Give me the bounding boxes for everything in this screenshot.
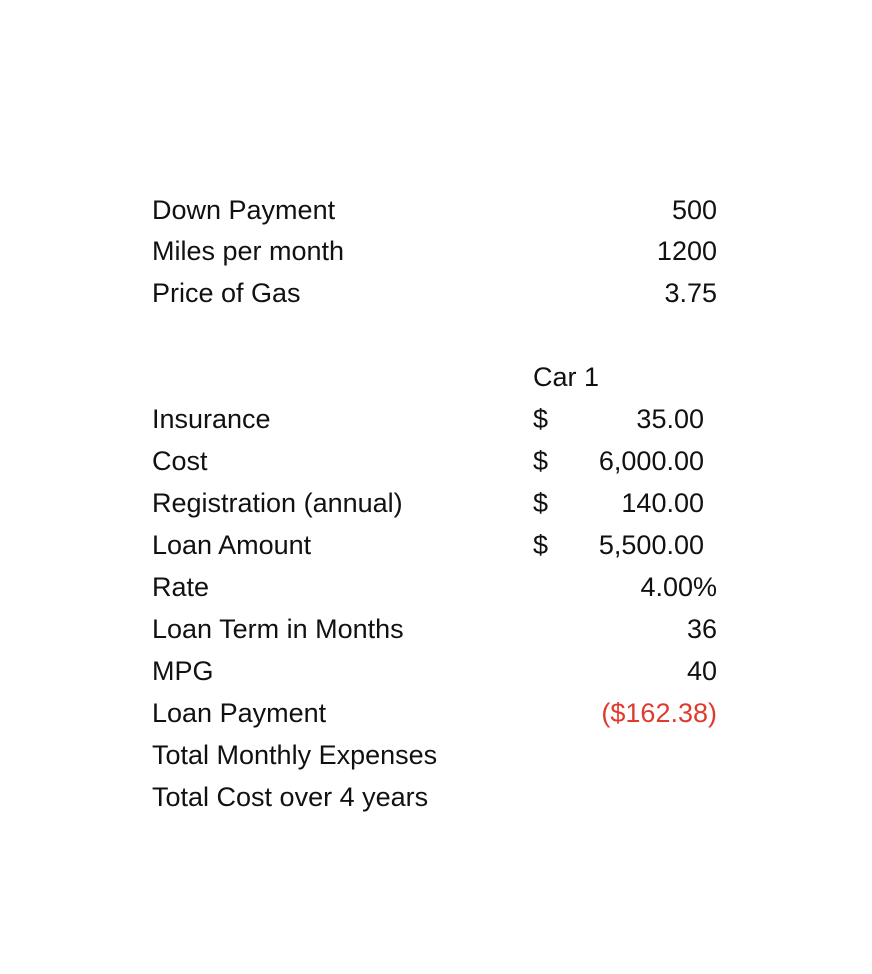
- row-loan-amount: [152, 524, 717, 566]
- miles-per-month-label: Miles per month: [152, 236, 345, 266]
- insurance-label: Insurance: [152, 404, 271, 434]
- insurance-value[interactable]: 35.00: [636, 404, 704, 434]
- car-1-header: Car 1: [533, 362, 600, 392]
- price-of-gas-label: Price of Gas: [152, 278, 301, 308]
- row-cost: [152, 440, 717, 482]
- loan-amount-currency: $: [533, 530, 549, 560]
- loan-term-value[interactable]: 36: [686, 614, 717, 644]
- row-loan-term: [152, 608, 717, 650]
- insurance-currency: $: [533, 404, 549, 434]
- total-cost-label: Total Cost over 4 years: [152, 782, 429, 812]
- rate-label: Rate: [152, 572, 210, 602]
- miles-per-month-value[interactable]: 1200: [656, 236, 717, 266]
- total-monthly-label: Total Monthly Expenses: [152, 740, 438, 770]
- loan-payment-label: Loan Payment: [152, 698, 327, 728]
- cost-currency: $: [533, 446, 549, 476]
- registration-label: Registration (annual): [152, 488, 403, 518]
- loan-term-label: Loan Term in Months: [152, 614, 404, 644]
- registration-currency: $: [533, 488, 549, 518]
- row-insurance: [152, 398, 717, 440]
- loan-amount-value[interactable]: 5,500.00: [598, 530, 704, 560]
- row-miles-per-month: [152, 230, 717, 272]
- row-rate: [152, 566, 717, 608]
- cost-label: Cost: [152, 446, 208, 476]
- down-payment-value[interactable]: 500: [671, 195, 717, 225]
- row-mpg: [152, 650, 717, 692]
- row-total-cost: [152, 776, 717, 818]
- rate-value[interactable]: 4.00%: [640, 572, 717, 602]
- registration-value[interactable]: 140.00: [621, 488, 704, 518]
- row-registration: [152, 482, 717, 524]
- row-total-monthly: [152, 734, 717, 776]
- row-loan-payment: [152, 692, 717, 734]
- loan-payment-value[interactable]: ($162.38): [601, 698, 717, 728]
- price-of-gas-value[interactable]: 3.75: [664, 278, 717, 308]
- mpg-label: MPG: [152, 656, 214, 686]
- mpg-value[interactable]: 40: [686, 656, 717, 686]
- cost-value[interactable]: 6,000.00: [598, 446, 704, 476]
- loan-amount-label: Loan Amount: [152, 530, 312, 560]
- row-down-payment: [152, 189, 717, 231]
- down-payment-label: Down Payment: [152, 195, 336, 225]
- row-price-of-gas: [152, 272, 717, 314]
